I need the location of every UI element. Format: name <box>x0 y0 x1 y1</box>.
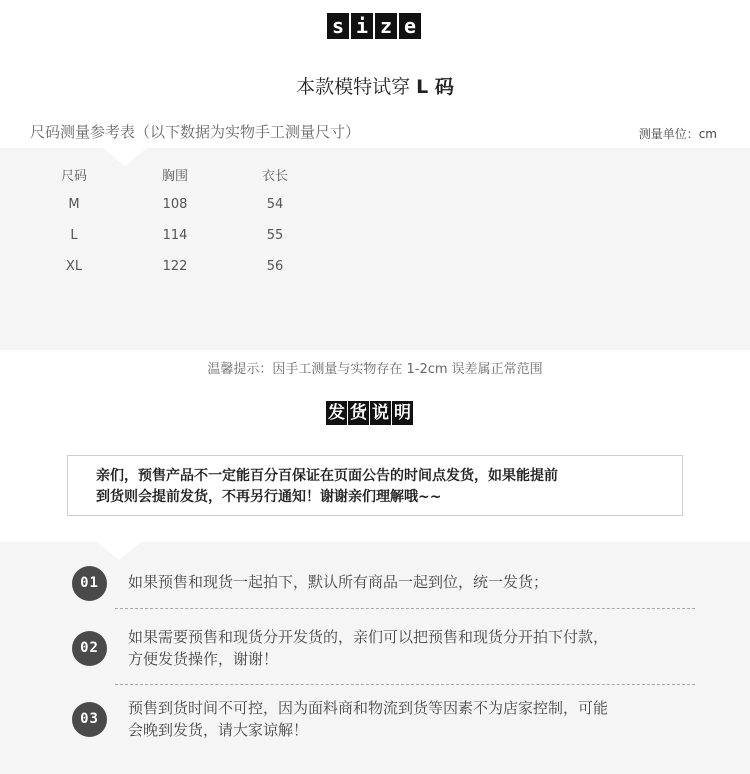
list-item <box>72 566 702 602</box>
logo-letter: i <box>351 13 373 39</box>
cell-size: M <box>68 197 80 212</box>
trial-size: L 码 <box>416 76 454 98</box>
table-row <box>0 259 400 279</box>
dashed-divider <box>115 608 695 609</box>
item-text <box>128 626 698 670</box>
header-chest: 胸围 <box>161 169 188 184</box>
title-char: 货 <box>350 403 367 423</box>
trial-prefix: 本款模特试穿 <box>296 76 411 98</box>
item-line: 如果需要预售和现货分开发货的，亲们可以把预售和现货分开拍下付款， <box>128 628 609 646</box>
cell-size: L <box>70 228 78 243</box>
cell-length: 54 <box>266 197 284 212</box>
list-item <box>72 699 702 748</box>
number-badge: 03 <box>72 702 107 737</box>
cell-length: 56 <box>266 259 284 274</box>
header-length: 衣长 <box>261 169 288 184</box>
item-line: 预售到货时间不可控，因为面料商和物流到货等因素不为店家控制，可能 <box>128 699 609 717</box>
item-line: 会晚到发货，请大家谅解！ <box>128 721 309 739</box>
dashed-divider <box>115 684 695 685</box>
panel-notch <box>97 542 141 560</box>
header-size: 尺码 <box>60 169 87 184</box>
logo-letter: e <box>399 13 421 39</box>
table-header-row <box>0 165 400 185</box>
table-row <box>0 228 400 248</box>
measure-unit: 测量单位：cm <box>638 127 717 141</box>
title-char: 明 <box>394 403 411 423</box>
list-item <box>72 630 702 676</box>
title-char: 说 <box>372 403 389 423</box>
logo-letter: z <box>375 13 397 39</box>
panel-notch <box>103 148 147 166</box>
logo-letter: s <box>327 13 349 39</box>
cell-length: 55 <box>266 228 284 243</box>
size-logo <box>327 13 421 39</box>
cell-chest: 114 <box>162 228 188 243</box>
notice-line: 到货则会提前发货，不再另行通知！谢谢亲们理解哦~~ <box>96 489 442 505</box>
title-char: 发 <box>328 403 345 423</box>
number-badge: 01 <box>72 566 107 601</box>
cell-chest: 108 <box>162 197 188 212</box>
notice-line: 亲们，预售产品不一定能百分百保证在页面公告的时间点发货，如果能提前 <box>96 468 558 484</box>
presale-notice <box>67 455 683 516</box>
shipping-title <box>326 401 413 425</box>
cell-size: XL <box>65 259 83 274</box>
item-line: 如果预售和现货一起拍下，默认所有商品一起到位，统一发货； <box>128 573 549 591</box>
table-row <box>0 197 400 217</box>
measurement-tip: 温馨提示：因手工测量与实物存在 1-2cm 误差属正常范围 <box>207 362 543 377</box>
item-line: 方便发货操作，谢谢！ <box>128 650 279 668</box>
item-text <box>128 697 698 741</box>
cell-chest: 122 <box>162 259 188 274</box>
model-trial-size <box>0 72 750 99</box>
item-text <box>128 571 698 593</box>
number-badge: 02 <box>72 631 107 666</box>
size-table-title: 尺码测量参考表（以下数据为实物手工测量尺寸） <box>30 123 361 141</box>
